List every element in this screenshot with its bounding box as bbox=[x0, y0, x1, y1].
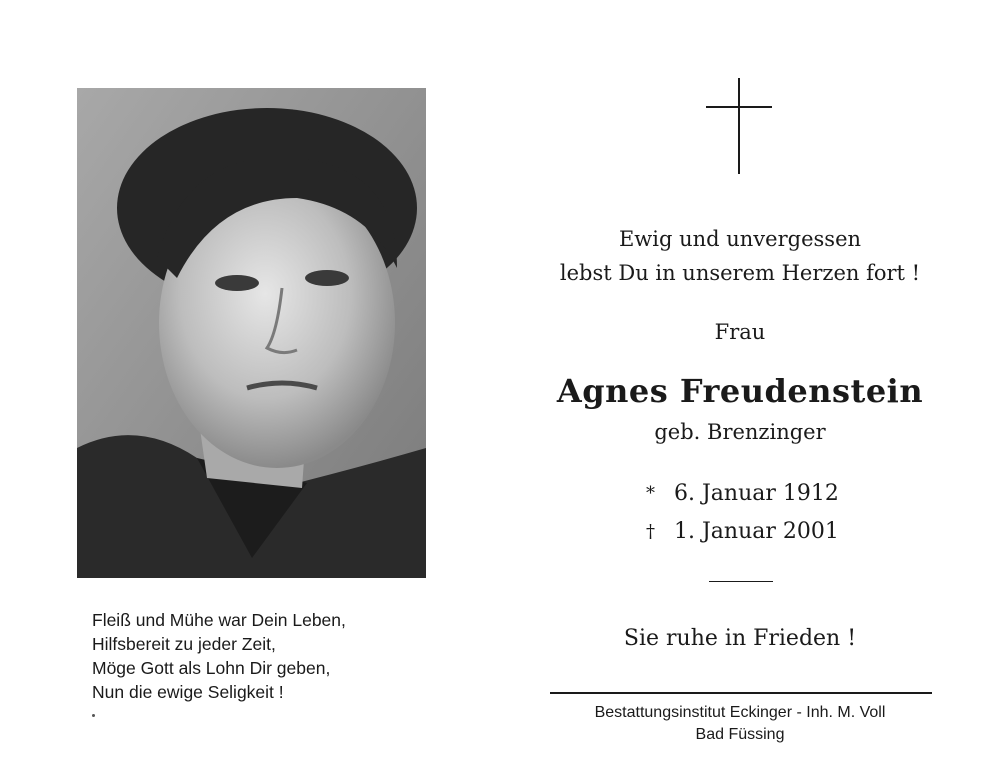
poem-line: Hilfsbereit zu jeder Zeit, bbox=[92, 634, 276, 654]
birth-date: 6. Januar 1912 bbox=[674, 481, 839, 506]
cross-icon bbox=[706, 78, 772, 174]
poem-line: Fleiß und Mühe war Dein Leben, bbox=[92, 610, 346, 630]
maiden-name: geb. Brenzinger bbox=[654, 420, 826, 444]
poem-line: Möge Gott als Lohn Dir geben, bbox=[92, 658, 331, 678]
memorial-poem bbox=[92, 608, 346, 704]
birth-star-icon: * bbox=[646, 483, 655, 504]
funeral-home bbox=[540, 702, 940, 746]
deceased-name: Agnes Freudenstein bbox=[556, 372, 924, 410]
funeral-home-name: Bestattungsinstitut Eckinger - Inh. M. Voll bbox=[594, 704, 886, 721]
life-dates bbox=[646, 475, 839, 551]
death-row bbox=[646, 513, 839, 551]
death-dagger-icon: † bbox=[646, 521, 655, 542]
portrait-photo bbox=[77, 88, 426, 578]
verse-line-2: lebst Du in unserem Herzen fort ! bbox=[559, 261, 921, 285]
footer-divider bbox=[550, 692, 932, 694]
death-date: 1. Januar 2001 bbox=[674, 519, 839, 544]
divider bbox=[709, 581, 773, 582]
honorific: Frau bbox=[714, 320, 766, 344]
portrait-image bbox=[77, 88, 426, 578]
funeral-home-location: Bad Füssing bbox=[695, 726, 785, 743]
poem-line: Nun die ewige Seligkeit ! bbox=[92, 682, 284, 702]
birth-row bbox=[646, 475, 839, 513]
verse-line-1: Ewig und unvergessen bbox=[618, 227, 862, 251]
closing-phrase: Sie ruhe in Frieden ! bbox=[623, 626, 857, 651]
verse bbox=[540, 222, 940, 290]
print-mark bbox=[92, 714, 95, 717]
